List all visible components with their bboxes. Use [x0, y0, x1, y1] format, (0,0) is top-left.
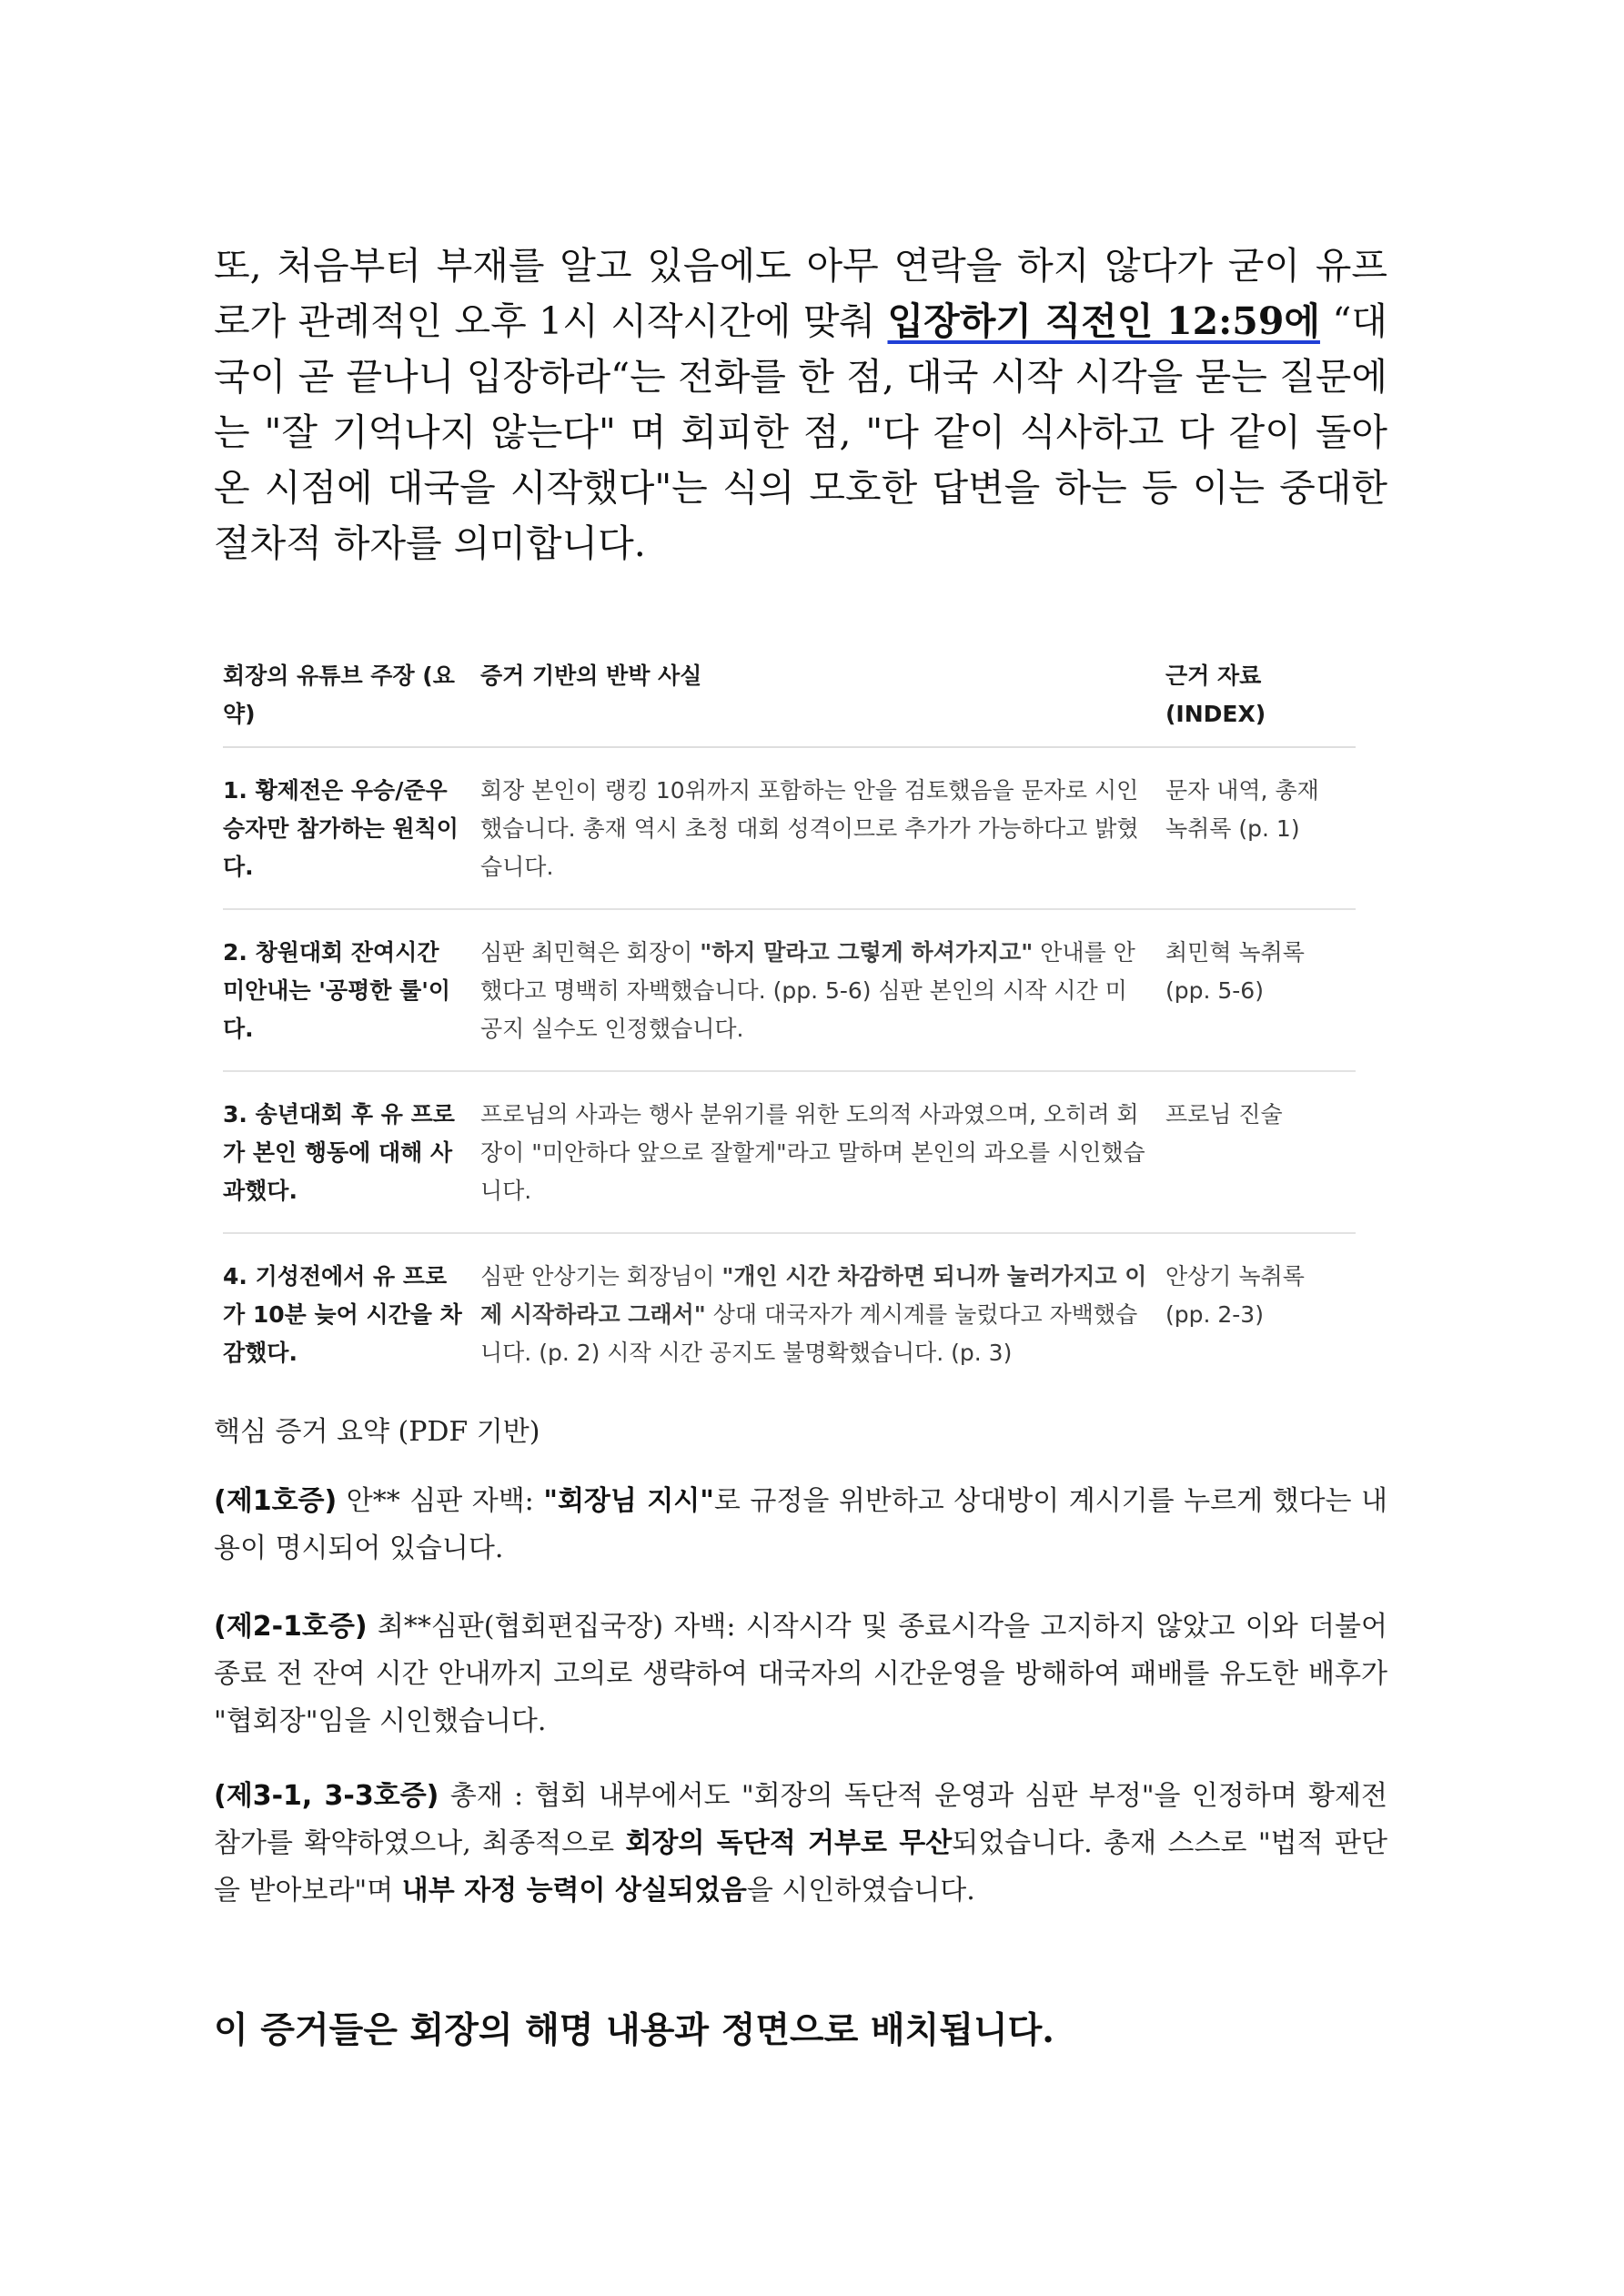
evidence-table — [223, 648, 1356, 1394]
table-row — [223, 909, 1356, 1071]
fact-cell — [480, 1071, 1165, 1233]
claim-cell: 2. 창원대회 잔여시간 미안내는 '공평한 룰'이다. — [223, 909, 480, 1071]
fact-text: 심판 최민혁은 회장이 — [480, 939, 701, 966]
evidence-emphasis: 회장의 독단적 거부로 무산 — [625, 1827, 953, 1859]
table-header-row — [223, 648, 1356, 747]
evidence-text: 최**심판(협회편집국장) 자백: 시작시각 및 종료시각을 고지하지 않았고 이와 더불어 종료 전 잔여 시간 안내까지 고의로 생략하여 대국자의 시간운영을 방해하여 패배를 유도한 배후가 "협회장"임을 시인했습니다. — [214, 1611, 1387, 1737]
fact-cell — [480, 1233, 1165, 1394]
evidence-item-3 — [214, 1773, 1387, 1915]
evidence-text: 을 시인하였습니다. — [746, 1875, 975, 1907]
evidence-emphasis: "회장님 지시" — [543, 1485, 714, 1517]
fact-quote: "하지 말라고 그렇게 하셔가지고" — [700, 939, 1034, 966]
source-cell: 최민혁 녹취록 (pp. 5-6) — [1165, 909, 1356, 1071]
fact-text: 상대 대국자가 계시계를 눌렀다고 자백했습니다. (p. 2) 시작 시간 공지도 불명확했습니다. (p. 3) — [480, 1301, 1138, 1366]
source-cell: 프로님 진술 — [1165, 1071, 1356, 1233]
evidence-text: 되었습니다. 총재 스스로 "법적 판단을 받아보라"며 — [214, 1827, 1387, 1907]
intro-highlight-time: 입장하기 직전인 12:59에 — [887, 299, 1320, 343]
header-fact: 증거 기반의 반박 사실 — [480, 648, 1165, 747]
source-cell: 안상기 녹취록 (pp. 2-3) — [1165, 1263, 1305, 1328]
intro-text-after: “대국이 곧 끝나니 입장하라“는 전화를 한 점, 대국 시작 시각을 묻는 질문에는 "잘 기억나지 않는다" 며 회피한 점, "다 같이 식사하고 다 같이 돌아온 시점에 대국을 시작했다"는 식의 모호한 답변을 하는 등 이는 중대한 절차적 하자를 의미합니다. — [214, 299, 1387, 565]
fact-cell — [480, 909, 1165, 1071]
intro-text-before: 또, 처음부터 부재를 알고 있음에도 아무 연락을 하지 않다가 굳이 유프로가 관례적인 오후 1시 시작시간에 맞춰 — [214, 244, 1387, 343]
fact-text: 안내를 안 했다고 명백히 자백했습니다. (pp. 5-6) 심판 본인의 시작 시간 미공지 실수도 인정했습니다. — [480, 939, 1135, 1042]
evidence-text: 로 규정을 위반하고 상대방이 계시기를 누르게 했다는 내용이 명시되어 있습니다. — [214, 1485, 1388, 1564]
claim-cell: 3. 송년대회 후 유 프로가 본인 행동에 대해 사과했다. — [223, 1071, 480, 1233]
evidence-item-2 — [214, 1603, 1387, 1745]
conclusion-heading: 이 증거들은 회장의 해명 내용과 정면으로 배치됩니다. — [214, 2009, 1054, 2051]
evidence-text: 총재 : 협회 내부에서도 "회장의 독단적 운영과 심판 부정"을 인정하며 황제전 참가를 확약하였으나, 최종적으로 — [214, 1780, 1387, 1859]
source-cell: 문자 내역, 총재 녹취록 (p. 1) — [1165, 747, 1356, 909]
summary-title: 핵심 증거 요약 (PDF 기반) — [214, 1416, 540, 1448]
evidence-text: 안** 심판 자백: — [337, 1485, 544, 1517]
evidence-label: (제2-1호증) — [214, 1611, 368, 1643]
evidence-label: (제3-1, 3-3호증) — [214, 1780, 439, 1812]
claim-cell: 4. 기성전에서 유 프로가 10분 늦어 시간을 차감했다. — [223, 1263, 462, 1366]
header-claim: 회장의 유튜브 주장 (요약) — [223, 648, 480, 747]
claim-cell: 1. 황제전은 우승/준우승자만 참가하는 원칙이다. — [223, 747, 480, 909]
evidence-emphasis: 내부 자정 능력이 상실되었음 — [401, 1875, 747, 1907]
fact-text: 프로님의 사과는 행사 분위기를 위한 도의적 사과였으며, 오히려 회장이 "미안하다 앞으로 잘할게"라고 말하며 본인의 과오를 시인했습니다. — [480, 1101, 1145, 1204]
evidence-item-1 — [214, 1478, 1387, 1573]
fact-quote: "개인 시간 차감하면 되니까 눌러가지고 이제 시작하라고 그래서" — [480, 1263, 1147, 1328]
table-row — [223, 1233, 1356, 1394]
table-row — [223, 1071, 1356, 1233]
table-row — [223, 747, 1356, 909]
header-source: 근거 자료 (INDEX) — [1165, 648, 1356, 747]
fact-text: 회장 본인이 랭킹 10위까지 포함하는 안을 검토했음을 문자로 시인했습니다. 총재 역시 초청 대회 성격이므로 추가가 가능하다고 밝혔습니다. — [480, 777, 1139, 880]
fact-text: 심판 안상기는 회장님이 — [480, 1263, 722, 1290]
fact-cell — [480, 747, 1165, 909]
evidence-label: (제1호증) — [214, 1485, 338, 1517]
intro-paragraph — [214, 238, 1387, 571]
